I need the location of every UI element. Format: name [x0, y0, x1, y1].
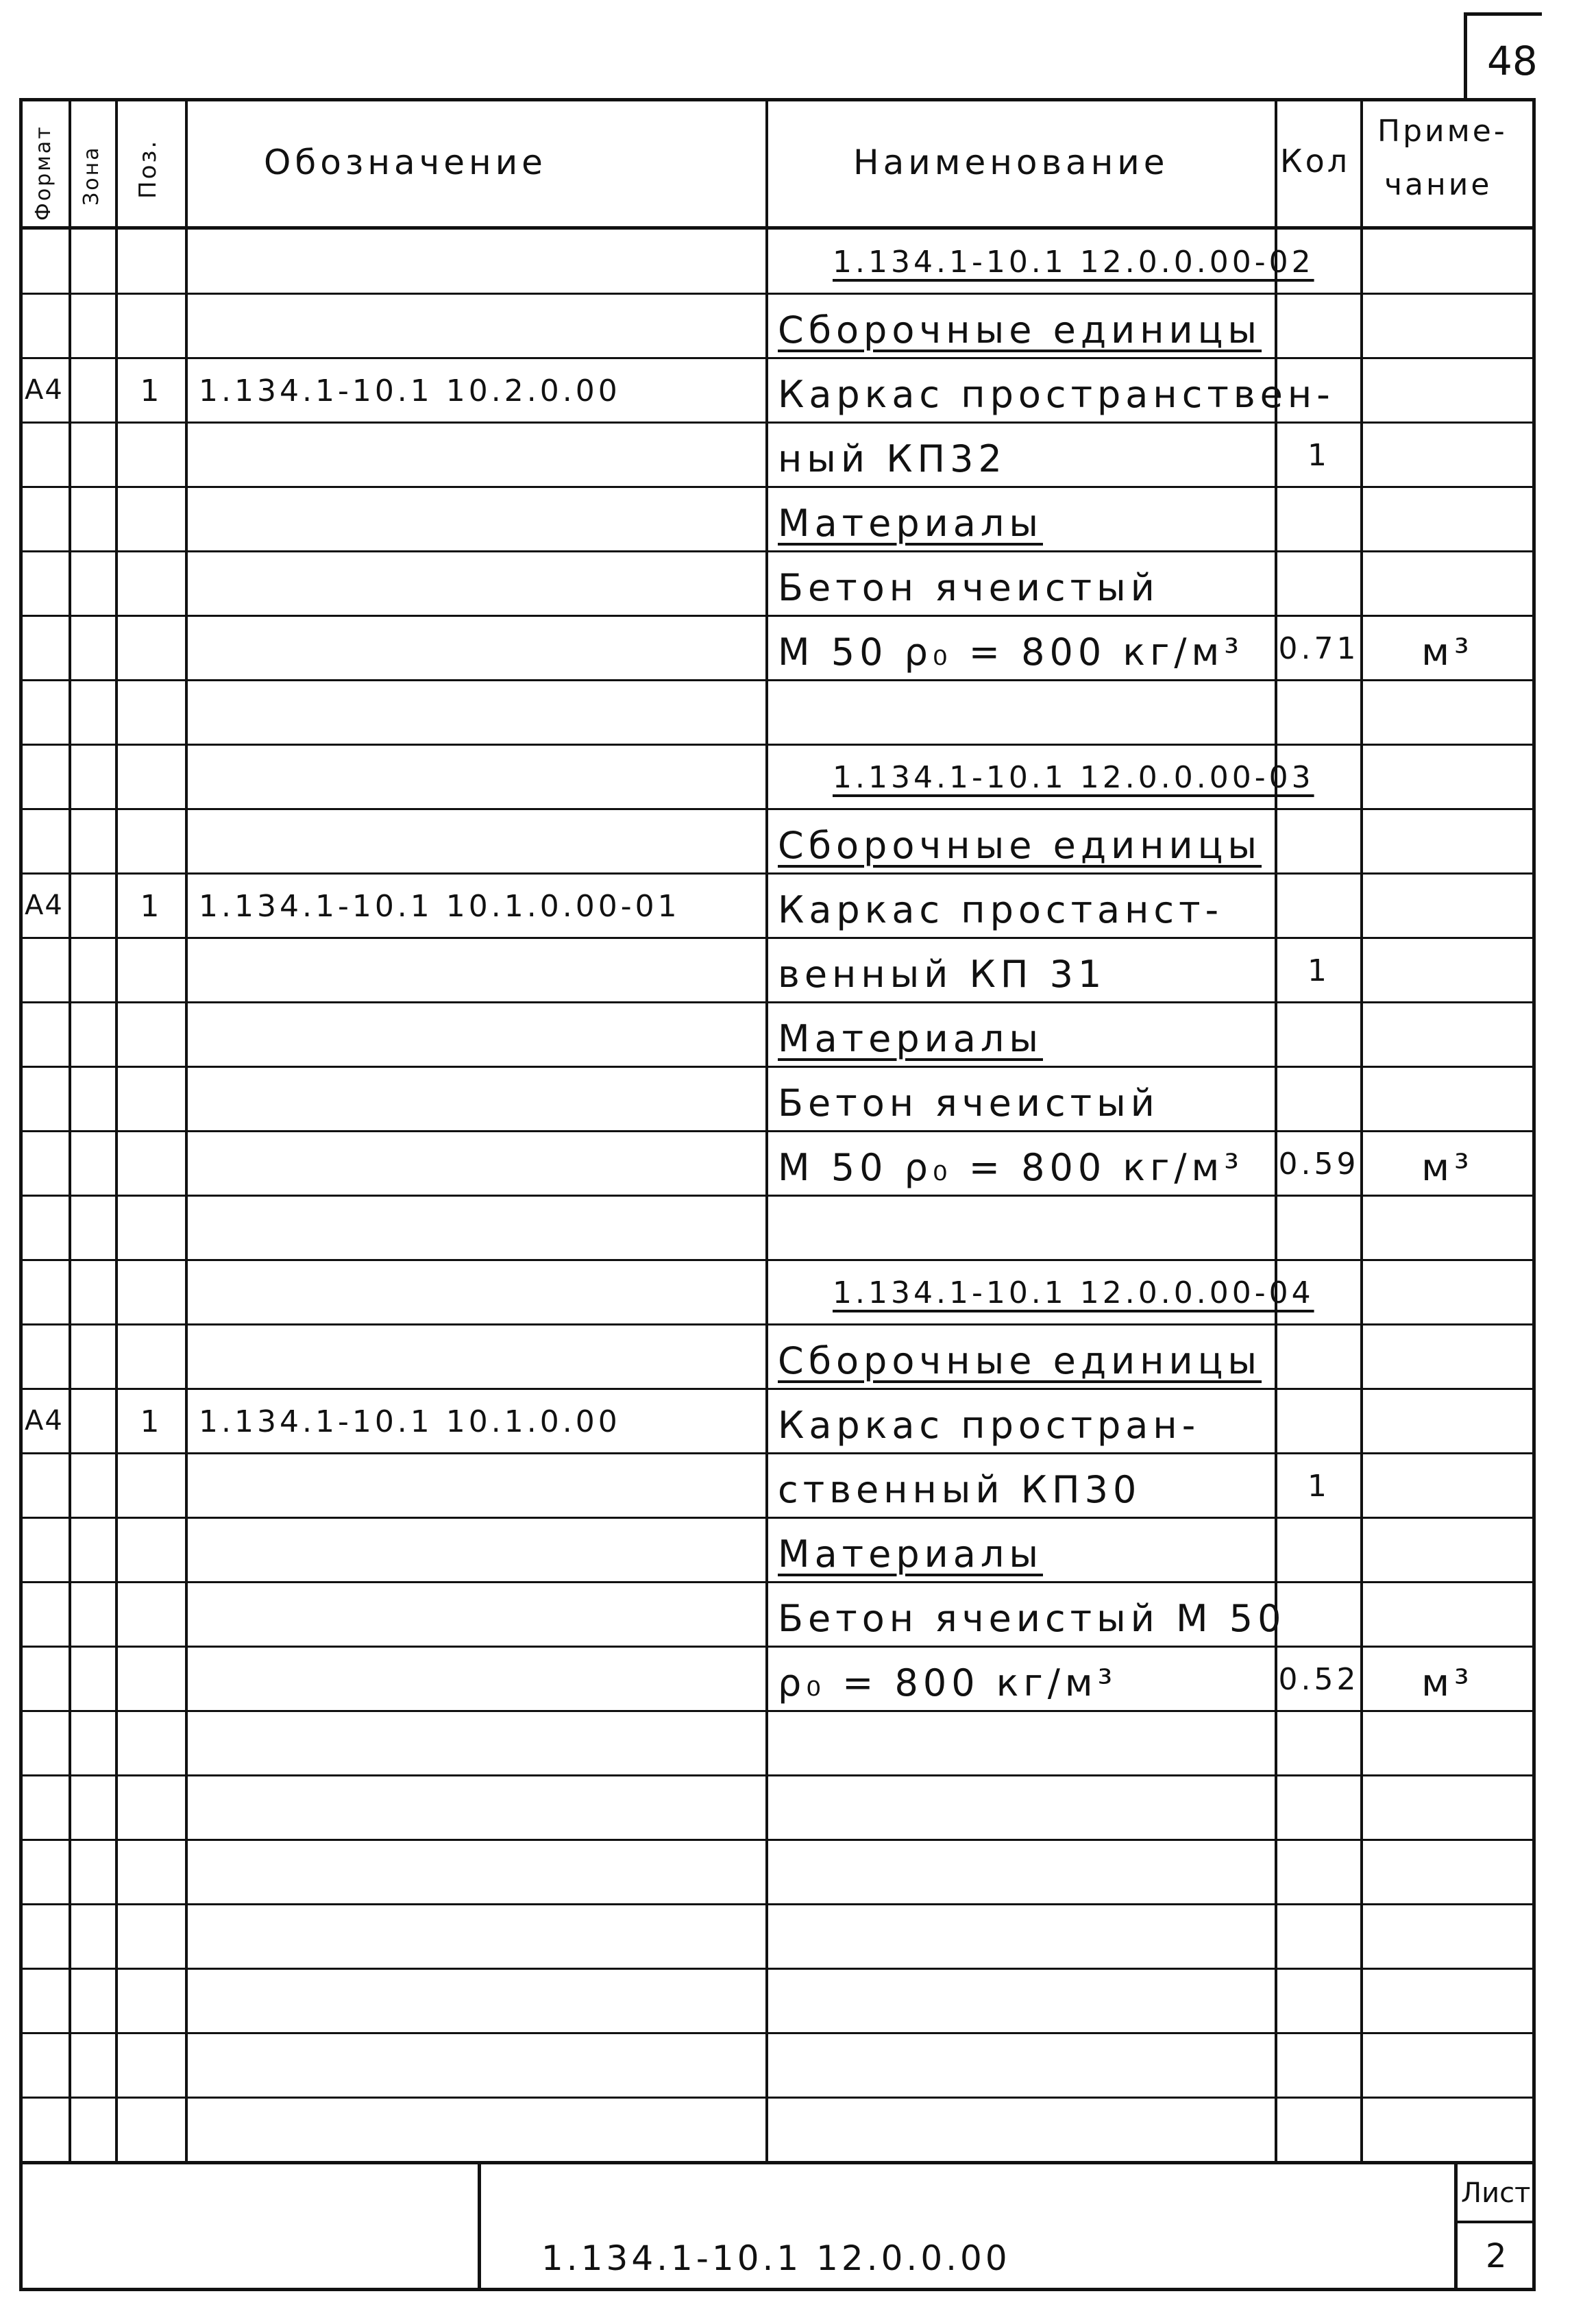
row-divider: [19, 422, 1535, 424]
row-name: Каркас простран-: [778, 1404, 1201, 1447]
footer-top-line: [19, 2161, 1535, 2164]
row-divider: [19, 1968, 1535, 1970]
row-divider: [19, 937, 1535, 939]
row-name: Каркас пространствен-: [778, 373, 1335, 416]
row-format: А4: [25, 890, 64, 921]
row-divider: [19, 1001, 1535, 1003]
row-divider: [19, 1710, 1535, 1712]
row-quantity: 0.52: [1278, 1662, 1360, 1697]
row-divider: [19, 615, 1535, 617]
footer-sheet-number: 2: [1486, 2237, 1507, 2275]
row-divider: [19, 1774, 1535, 1776]
row-position: 1: [140, 889, 163, 924]
header-format: Формат: [32, 125, 56, 221]
header-separator: [19, 226, 1535, 230]
row-divider: [19, 1259, 1535, 1261]
row-designation: 1.134.1-10.1 10.2.0.00: [199, 374, 621, 408]
row-position: 1: [140, 374, 163, 408]
row-name: ρ₀ = 800 кг/м³: [778, 1661, 1118, 1705]
row-divider: [19, 293, 1535, 295]
row-divider: [19, 679, 1535, 681]
row-divider: [19, 1581, 1535, 1583]
row-divider: [19, 1517, 1535, 1519]
header-zone: Зона: [79, 145, 103, 206]
row-name: Материалы: [778, 502, 1043, 545]
row-divider: [19, 872, 1535, 875]
row-name: Бетон ячеистый: [778, 566, 1159, 609]
header-note-line1: Приме-: [1377, 114, 1508, 149]
row-divider: [19, 357, 1535, 359]
col-line-note: [1360, 98, 1363, 2161]
footer-sheet-separator: [1454, 2221, 1535, 2223]
header-pos: Поз.: [134, 138, 162, 199]
row-format: А4: [25, 1405, 64, 1437]
row-name: венный КП 31: [778, 953, 1107, 996]
row-quantity: 1: [1308, 1469, 1330, 1504]
row-divider: [19, 550, 1535, 552]
row-name: Каркас простанст-: [778, 888, 1224, 931]
row-divider: [19, 1839, 1535, 1841]
row-divider: [19, 744, 1535, 746]
header-designation: Обозначение: [264, 143, 547, 182]
row-divider: [19, 1903, 1535, 1905]
row-divider: [19, 486, 1535, 488]
row-divider: [19, 1130, 1535, 1132]
row-name: Сборочные единицы: [778, 824, 1262, 867]
row-divider: [19, 1323, 1535, 1325]
row-divider: [19, 2032, 1535, 2034]
row-name: М 50 ρ₀ = 800 кг/м³: [778, 631, 1244, 674]
row-name: ный КП32: [778, 437, 1007, 480]
page-number-box-left: [1464, 12, 1467, 101]
page-number-box-top: [1464, 12, 1542, 16]
row-name: 1.134.1-10.1 12.0.0.00-04: [833, 1275, 1314, 1310]
row-position: 1: [140, 1404, 163, 1439]
footer-sheet-left-line: [1454, 2161, 1458, 2291]
row-note: м³: [1421, 631, 1474, 674]
row-divider: [19, 808, 1535, 810]
row-name: Бетон ячеистый М 50: [778, 1597, 1286, 1640]
row-name: Материалы: [778, 1017, 1043, 1060]
row-format: А4: [25, 374, 64, 406]
row-divider: [19, 1452, 1535, 1454]
col-line-name: [765, 98, 768, 2161]
row-name: Сборочные единицы: [778, 308, 1262, 352]
row-note: м³: [1421, 1146, 1474, 1189]
page-number: 48: [1487, 38, 1538, 84]
row-divider: [19, 2097, 1535, 2099]
frame-bottom-line: [19, 2288, 1535, 2291]
row-name: 1.134.1-10.1 12.0.0.00-02: [833, 245, 1314, 280]
row-note: м³: [1421, 1661, 1474, 1705]
row-divider: [19, 1388, 1535, 1390]
row-quantity: 1: [1308, 953, 1330, 988]
footer-title-left-line: [478, 2161, 481, 2291]
row-name: Бетон ячеистый: [778, 1082, 1159, 1125]
footer-sheet-label: Лист: [1461, 2177, 1531, 2209]
row-name: Материалы: [778, 1532, 1043, 1576]
row-quantity: 1: [1308, 438, 1330, 473]
row-designation: 1.134.1-10.1 10.1.0.00-01: [199, 889, 680, 924]
row-quantity: 0.59: [1278, 1147, 1360, 1182]
footer-document-code: 1.134.1-10.1 12.0.0.00: [541, 2238, 1011, 2278]
row-designation: 1.134.1-10.1 10.1.0.00: [199, 1404, 621, 1439]
col-line-pos: [115, 98, 118, 2161]
header-name: Наименование: [853, 143, 1169, 182]
row-divider: [19, 1646, 1535, 1648]
row-name: ственный КП30: [778, 1468, 1142, 1511]
frame-top-line: [19, 98, 1535, 101]
row-name: Сборочные единицы: [778, 1339, 1262, 1382]
header-qty: Кол: [1280, 143, 1351, 180]
row-name: М 50 ρ₀ = 800 кг/м³: [778, 1146, 1244, 1189]
header-note-line2: чание: [1384, 167, 1493, 202]
row-name: 1.134.1-10.1 12.0.0.00-03: [833, 760, 1314, 795]
row-quantity: 0.71: [1278, 631, 1360, 666]
row-divider: [19, 1066, 1535, 1068]
row-divider: [19, 1195, 1535, 1197]
col-line-zone: [69, 98, 71, 2161]
col-line-designation: [185, 98, 188, 2161]
